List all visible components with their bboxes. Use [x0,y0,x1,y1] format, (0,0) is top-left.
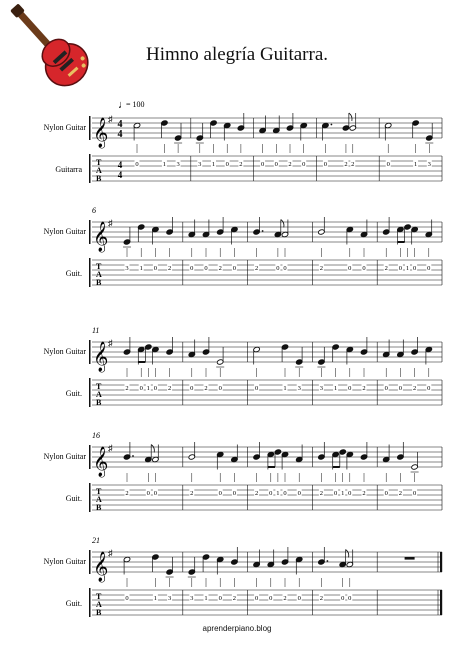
tab-number: 0 [384,490,388,497]
treble-clef-icon: 𝄞 [93,552,109,581]
tab-number: 0 [348,595,352,602]
staff-label: Nylon Guitar [43,557,86,566]
tab-number: 2 [412,385,417,392]
tab-number: 2 [362,490,366,497]
staff-label: Nylon Guitar [43,347,86,356]
tab-number: 2 [319,595,324,602]
tab-number: 1 [413,161,418,168]
tab-number: 2 [239,161,243,168]
tab-number: 1 [139,265,143,272]
tab-number: 0 [125,595,129,602]
tab-number: 0 [274,161,278,168]
flag [349,113,352,121]
tab-number: 3 [319,385,324,392]
tab-number: 0 [153,385,158,392]
tab-time-top: 4 [117,160,123,170]
staff-bracket [89,340,91,364]
measure-number: 16 [92,431,100,440]
sharp-icon: ♯ [108,443,113,453]
tab-number: 0 [269,595,273,602]
tab-clef-letter: T [96,158,102,167]
beam [333,466,340,468]
tab-clef-letter: A [96,600,102,609]
final-barline [440,552,442,572]
tab-clef-letter: B [96,503,102,512]
tab-number: 0 [398,385,403,392]
time-signature-top: 4 [117,119,123,130]
tab-number: 0 [190,265,194,272]
time-signature-bottom: 4 [117,129,123,140]
whole-rest [405,557,415,560]
tab-number: 0 [348,385,352,392]
tab-number: 2 [398,490,403,497]
beam [268,466,275,468]
tempo-text: = 100 [126,100,145,109]
tab-number: 0 [427,265,431,272]
tab-bracket [89,258,91,287]
footer-site: aprenderpiano.blog [202,624,272,633]
tab-number: 0 [135,161,139,168]
sharp-icon: ♯ [108,548,113,558]
treble-clef-icon: 𝄞 [93,118,109,147]
measure-number: 21 [92,536,100,545]
tab-bracket [89,154,91,183]
tab-number: 3 [198,161,202,168]
beam [138,361,145,363]
tab-number: 2 [125,490,129,497]
tab-clef-letter: A [96,495,102,504]
tab-clef-letter: T [96,592,102,601]
tab-number: 1 [211,161,216,168]
tab-time-bottom: 4 [117,170,123,180]
flag [346,550,349,558]
staff-bracket [89,550,91,574]
tab-number: 0 [333,490,338,497]
tab-number: 0 [254,595,259,602]
tab-number: 2 [384,265,388,272]
staff-bracket [89,116,91,140]
tab-clef-letter: T [96,487,102,496]
staff-label: Nylon Guitar [43,227,86,236]
tab-number: 1 [341,490,345,497]
sharp-icon: ♯ [108,338,113,348]
tab-number: 0 [348,265,352,272]
tab-number: 2 [351,161,355,168]
tab-number: 0 [218,490,222,497]
tab-number: 2 [204,385,208,392]
treble-clef-icon: 𝄞 [93,222,109,251]
sharp-icon: ♯ [108,218,113,228]
tab-number: 2 [344,161,348,168]
tab-number: 0 [384,385,388,392]
tab-number: 0 [153,265,158,272]
tab-number: 1 [162,161,167,168]
tab-clef-letter: B [96,608,102,617]
tab-number: 0 [269,490,273,497]
beam [398,241,405,243]
tab-number: 0 [254,385,259,392]
tab-number: 0 [204,265,208,272]
tab-bracket [89,588,91,617]
tab-number: 1 [204,595,208,602]
tab-clef-letter: B [96,278,102,287]
tab-number: 0 [302,161,306,168]
tab-clef-letter: A [96,270,102,279]
tab-number: 2 [167,265,172,272]
staff-bracket [89,445,91,469]
tab-number: 3 [190,595,194,602]
tab-clef-letter: A [96,166,102,175]
tab-number: 2 [288,161,292,168]
tab-number: 2 [125,385,129,392]
dot [132,455,134,457]
tab-number: 0 [412,265,417,272]
staff-bracket [89,220,91,244]
tab-number: 2 [218,265,222,272]
tab-number: 0 [232,490,237,497]
tab-number: 0 [146,490,150,497]
tab-number: 0 [139,385,143,392]
tab-clef-letter: T [96,262,102,271]
tab-number: 0 [218,595,222,602]
staff-label: Nylon Guitar [43,123,86,132]
tab-bracket [89,378,91,407]
tab-number: 3 [297,385,301,392]
tab-number: 2 [319,265,324,272]
tab-number: 0 [190,385,194,392]
tab-label: Guit. [65,269,82,278]
tab-clef-letter: B [96,398,102,407]
tab-number: 0 [412,490,417,497]
tab-number: 0 [225,161,229,168]
tab-clef-letter: B [96,174,102,183]
tab-number: 0 [276,265,280,272]
tab-number: 3 [125,265,129,272]
tab-number: 0 [218,385,222,392]
tab-number: 0 [283,265,287,272]
tab-number: 2 [254,490,259,497]
flag [151,445,154,453]
tab-number: 2 [254,265,259,272]
tab-number: 2 [319,490,324,497]
tab-number: 2 [362,385,366,392]
tab-number: 0 [427,385,431,392]
tab-label: Guit. [65,389,82,398]
dot [331,124,333,126]
dot [262,230,264,232]
tab-number: 2 [232,595,237,602]
tab-number: 1 [333,385,338,392]
staff-label: Nylon Guitar [43,452,86,461]
tab-number: 0 [153,490,158,497]
tab-label: Guit. [65,599,82,608]
tab-number: 0 [386,161,390,168]
measure-number: 6 [92,206,96,215]
tab-number: 0 [323,161,328,168]
tempo-note-icon: ♩ [118,99,129,111]
tab-number: 1 [283,385,287,392]
tab-number: 3 [167,595,172,602]
measure-number: 11 [92,326,100,335]
tab-number: 2 [167,385,172,392]
final-barline [440,590,442,615]
tab-number: 0 [297,595,301,602]
tab-number: 2 [283,595,287,602]
dot [327,560,329,562]
tab-label: Guitarra [55,165,82,174]
treble-clef-icon: 𝄞 [93,447,109,476]
tab-number: 0 [398,265,403,272]
tab-label: Guit. [65,494,82,503]
treble-clef-icon: 𝄞 [93,342,109,371]
tab-number: 1 [276,490,280,497]
tab-bracket [89,483,91,512]
sharp-icon: ♯ [108,114,113,124]
tab-number: 0 [362,265,366,272]
flag [281,220,284,228]
tab-number: 0 [297,490,301,497]
page-title: Himno alegría Guitarra. [145,44,328,65]
tab-number: 1 [405,265,410,272]
tab-number: 0 [348,490,352,497]
tab-number: 3 [176,161,180,168]
tab-number: 0 [283,490,287,497]
tab-number: 1 [153,595,158,602]
tab-clef-letter: T [96,382,102,391]
tab-number: 0 [260,161,265,168]
tab-number: 1 [146,385,150,392]
tab-number: 2 [190,490,194,497]
tab-number: 0 [232,265,237,272]
tab-number: 3 [427,161,431,168]
tab-clef-letter: A [96,390,102,399]
tab-number: 0 [341,595,345,602]
